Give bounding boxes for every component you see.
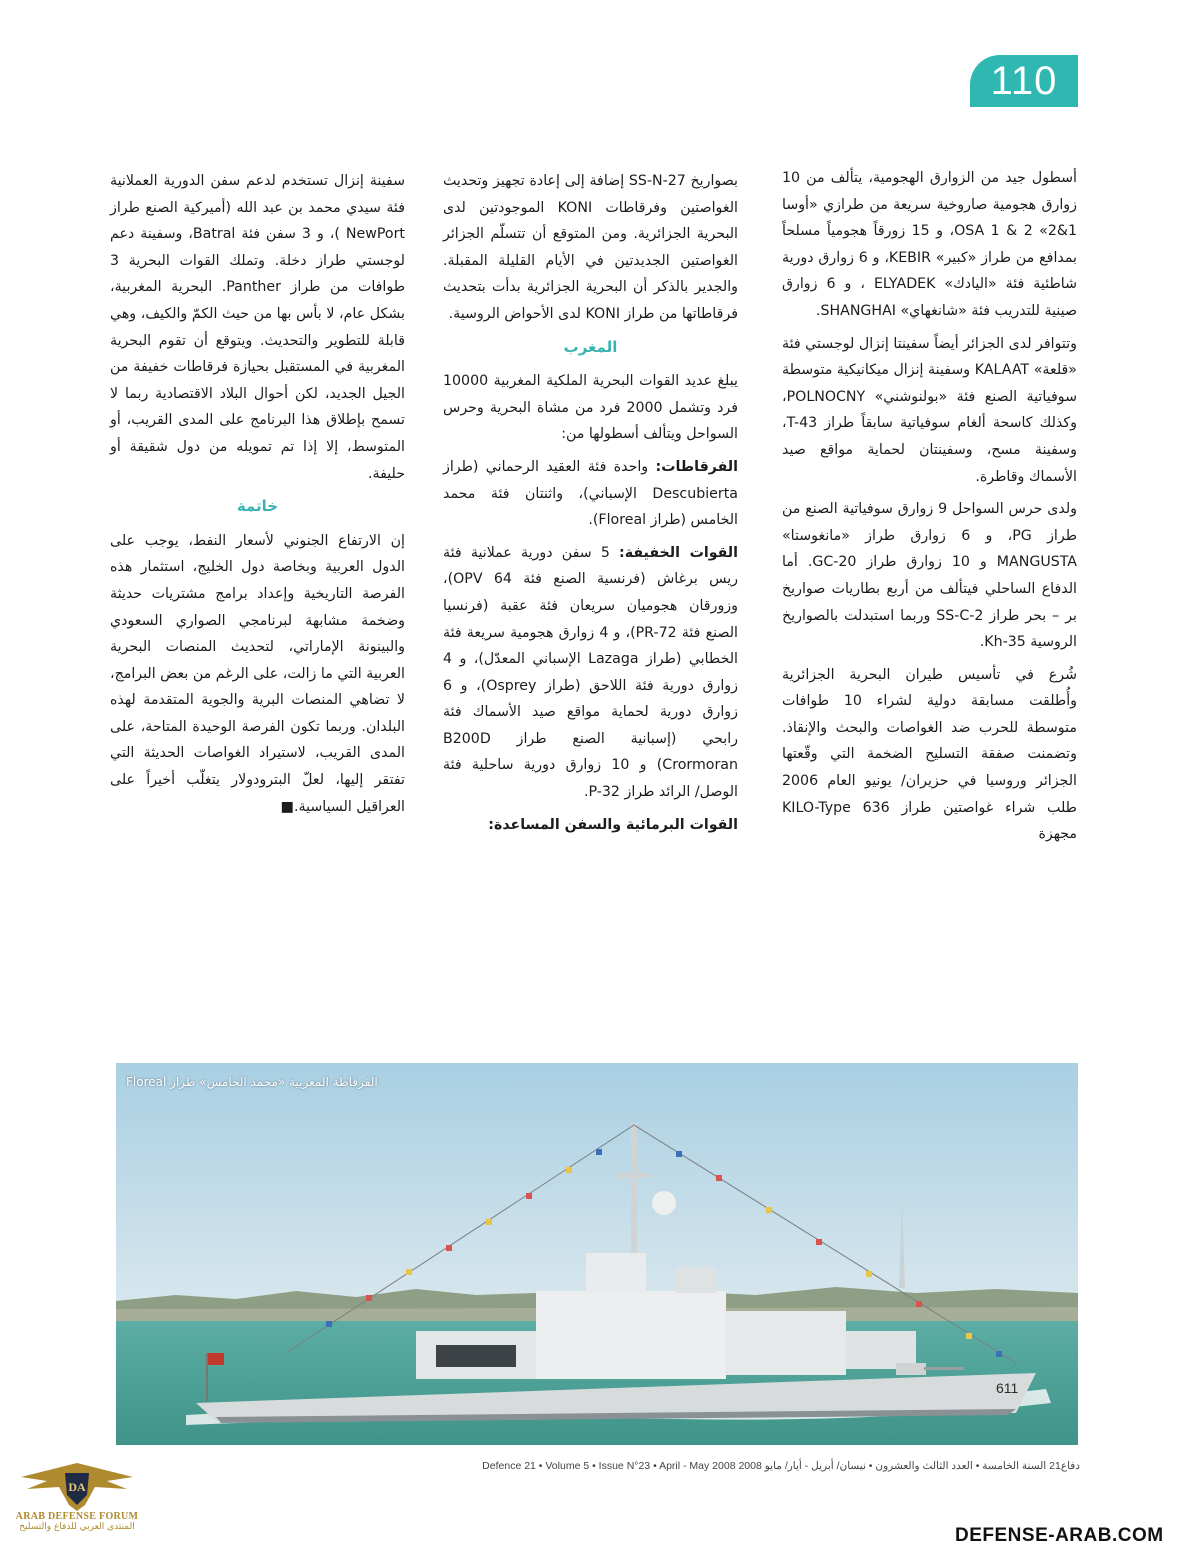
frigate-photo xyxy=(116,1063,1078,1445)
page-number-badge: 110 xyxy=(970,55,1078,107)
forum-mark: DA xyxy=(68,1480,86,1494)
section-heading-morocco: المغرب xyxy=(563,337,618,356)
lead-term: الفرقاطات: xyxy=(655,458,738,475)
paragraph-text: 5 سفن دورية عملانية فئة ريس برغاش (فرنسية الصنع فئة OPV 64)، وزورقان هجوميان سريعان فئة عقبة (فرنسيا الصنع فئة PR-72)، و 4 زوارق هجومية سريعة فئة الخطابي (طراز Lazaga الإسباني المعدّل)، و 4 زوارق دورية فئة اللاحق (طراز Osprey)، و 6 زوارق دورية لحماية مواقع صيد الأسماك فئة رابحي (إسبانية الصنع طراز B200D Crormoran) و 10 زوارق دورية ساحلية فئة الوصل/ الرائد طراز P-32. xyxy=(443,544,738,801)
paragraph-text: واحدة فئة العقيد الرحماني (طراز Descubierta الإسباني)، واثنتان فئة محمد الخامس (طراز Floreal). xyxy=(443,458,738,529)
paragraph: إن الارتفاع الجنوني لأسعار النفط، يوجب على الدول العربية وبخاصة دول الخليج، استثمار هذه الفرصة التاريخية وإعداد برامج مشتريات حديثة وضخمة مشابهة لبرنامجي الصواري السعودي والبينونة الإماراتي، لتحديث المنصات البحرية العربية التي ما زالت، على الرغم من بعض البرامج، لا تضاهي المنصات البرية والجوية المتقدمة لهذه البلدان. وربما تكون الفرصة الوحيدة المتاحة، على المدى القريب، لاستيراد الغواصات الحديثة التي تفتقر إليها، لعلّ البترودولار يتغلّب أخيراً على العراقيل السياسية.■ xyxy=(110,532,405,815)
paragraph: أسطول جيد من الزوارق الهجومية، يتألف من 10 زوارق هجومية صاروخية سريعة من طرازي «أوسا 1&2» 2 & OSA 1، و 15 زورقاً هجومياً مسلحاً بمدافع من طراز «كبير» KEBIR، و 6 زوارق دورية شاطئية فئة «اليادك» ELYADEK ، و 6 زوارق صينية للتدريب فئة «شانغهاي» SHANGHAI. xyxy=(782,170,1077,319)
paragraph: بصواريخ SS-N-27 إضافة إلى إعادة تجهيز وتحديث الغواصتين وفرقاطات KONI الموجودتين لدى البحرية الجزائرية. ومن المتوقع أن تتسلّم الجزائر الغواصتين الجديدتين في الأيام القليلة المقبلة. والجدير بالذكر أن البحرية الجزائرية بدأت بتحديث فرقاطاتها من طراز KONI لدى الأحواض الروسية. xyxy=(443,173,738,322)
hull-number: 611 xyxy=(996,1380,1019,1396)
lead-term: القوات البرمائية والسفن المساعدة: xyxy=(488,816,738,833)
paragraph: يبلغ عديد القوات البحرية الملكية المغربية 10000 فرد وتشمل 2000 فرد من مشاة البحرية وحرس السواحل ويتألف أسطولها من: xyxy=(443,373,738,443)
paragraph: سفينة إنزال تستخدم لدعم سفن الدورية العملانية فئة سيدي محمد بن عبد الله (أميركية الصنع طراز NewPort )، و 3 سفن فئة Batral، وسفينة دعم لوجستي طراز دخلة. وتملك القوات البحرية 3 طوافات من طراز Panther. البحرية المغربية، بشكل عام، لا بأس بها من حيث الكمّ والكيف، وهي قابلة للتطوير والتحديث. ويتوقع أن تقوم البحرية المغربية في المستقبل بحيازة فرقاطات خفيفة من الجيل الجديد، لكن أحوال البلاد الاقتصادية ربما لا تسمح بإطلاق هذا البرنامج على المدى القريب، أو المتوسط، إلا إذا تم تمويله من دول شقيقة أو حليفة. xyxy=(110,173,405,482)
article-column-middle xyxy=(443,168,738,844)
section-heading-conclusion: خاتمة xyxy=(236,497,279,516)
forum-name: ARAB DEFENSE FORUM xyxy=(15,1511,139,1522)
paragraph xyxy=(443,454,738,534)
forum-logo xyxy=(12,1455,142,1555)
lead-term: القوات الخفيفة: xyxy=(619,544,738,561)
photo-caption: الفرقاطة المغربية «محمد الخامس» طراز Floreal xyxy=(126,1075,378,1089)
paragraph xyxy=(443,812,738,839)
paragraph xyxy=(443,540,738,806)
issue-footer: Defence 21 • Volume 5 • Issue N°23 • April - May 2008 دفاع21 السنة الخامسة • العدد الثالث والعشرون • نيسان/ أبريل - أيار/ مايو 2008 xyxy=(482,1460,1080,1472)
eagle-wings-icon xyxy=(17,1455,137,1515)
paragraph: ولدى حرس السواحل 9 زوارق سوفياتية الصنع من طراز PG، و 6 زوارق طراز «مانغوستا» MANGUSTA و 10 زوارق طراز GC-20. أما الدفاع الساحلي فيتألف من أربع بطاريات صواريخ بر – بحر طراز SS-C-2 وربما استبدلت بالصواريخ الروسية Kh-35. xyxy=(782,501,1078,651)
article-column-right xyxy=(782,165,1077,854)
paragraph: شُرع في تأسيس طيران البحرية الجزائرية وأُطلقت مسابقة دولية لشراء 10 طوافات متوسطة للحرب ضد الغواصات والبحث والإنقاذ. وتضمنت صفقة التسليح الضخمة التي وقّعتها الجزائر وروسيا في حزيران/ يونيو العام 2006 طلب شراء غواصتين طراز KILO-Type 636 مجهزة xyxy=(782,666,1077,843)
article-column-left xyxy=(110,168,405,826)
paragraph: وتتوافر لدى الجزائر أيضاً سفينتا إنزال لوجستي فئة «قلعة» KALAAT وسفينة إنزال ميكانيكية متوسطة سوفياتية الصنع فئة «بولنوشني» POLNOCNY، وكذلك كاسحة ألغام سوفياتية سابقاً طراز T-43، وسفينة مسح، وسفينتان لحماية مواقع صيد الأسماك وقاطرة. xyxy=(782,335,1077,485)
frigate-illustration xyxy=(116,1063,1078,1445)
watermark-url[interactable]: DEFENSE-ARAB.COM xyxy=(955,1525,1164,1546)
forum-name-ar: المنتدى العربي للدفاع والتسليح xyxy=(19,1522,135,1532)
